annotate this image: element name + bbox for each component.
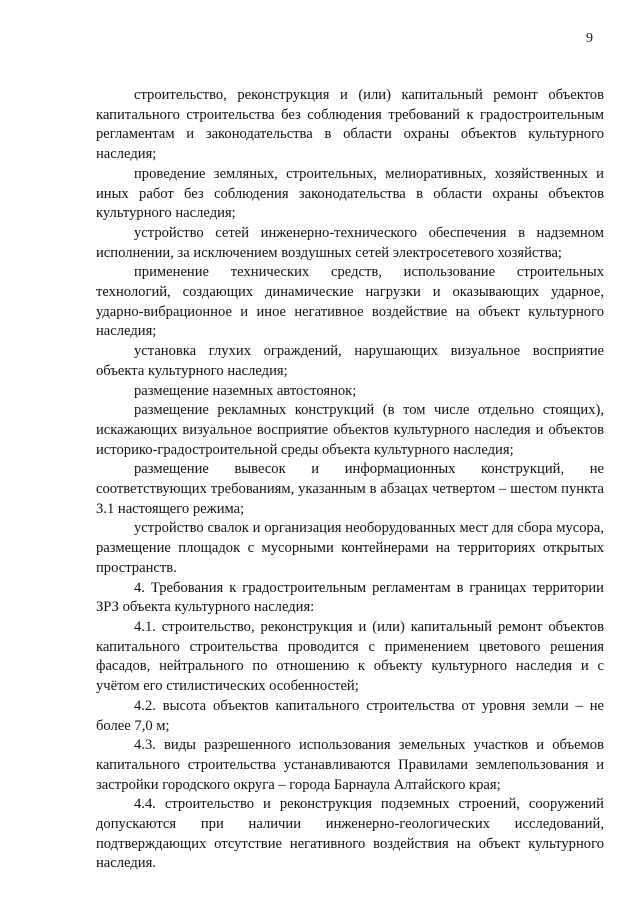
paragraph: 4.2. высота объектов капитального строительства от уровня земли – не более 7,0 м;: [96, 697, 604, 734]
paragraph: 4.1. строительство, реконструкция и (или) капитальный ремонт объектов капитального строительства проводится с применением цветового решения фасадов, нейтрального по отношению к объекту культурного наследия и с учётом его стилистических особенностей;: [96, 618, 604, 695]
paragraph: устройство сетей инженерно-технического обеспечения в надземном исполнении, за исключением воздушных сетей электросетевого хозяйства;: [96, 224, 604, 261]
section-heading: 4. Требования к градостроительным регламентам в границах территории ЗРЗ объекта культурного наследия:: [96, 579, 604, 616]
paragraph: проведение земляных, строительных, мелиоративных, хозяйственных и иных работ без соблюдения законодательства в области охраны объектов культурного наследия;: [96, 165, 604, 222]
paragraph: размещение наземных автостоянок;: [134, 382, 357, 399]
paragraph: строительство, реконструкция и (или) капитальный ремонт объектов капитального строительства без соблюдения требований к градостроительным регламентам и законодательства в области охраны объектов культурного наследия;: [96, 87, 604, 163]
document-body: [96, 86, 604, 874]
paragraph: устройство свалок и организация необорудованных мест для сбора мусора, размещение площадок с мусорными контейнерами на территориях открытых пространств.: [96, 520, 604, 576]
paragraph: установка глухих ограждений, нарушающих визуальное восприятие объекта культурного наследия;: [96, 343, 604, 379]
paragraph: применение технических средств, использование строительных технологий, создающих динамические нагрузки и оказывающих ударное, ударно-вибрационное и иное негативное воздействие на объект культурного наследия;: [96, 264, 604, 340]
page-number: 9: [586, 31, 593, 46]
paragraph: 4.3. виды разрешенного использования земельных участков и объемов капитального строительства устанавливаются Правилами землепользования и застройки городского округа – города Барнаула Алтайского края;: [96, 737, 604, 793]
paragraph: размещение рекламных конструкций (в том числе отдельно стоящих), искажающих визуальное восприятие объектов культурного наследия и объектов историко-градостроительной среды объекта культурного наследия;: [96, 402, 604, 458]
paragraph: размещение вывесок и информационных конструкций, не соответствующих требованиям, указанным в абзацах четвертом – шестом пункта 3.1 настоящего режима;: [96, 461, 604, 517]
paragraph: 4.4. строительство и реконструкция подземных строений, сооружений допускаются при наличии инженерно-геологических исследований, подтверждающих отсутствие негативного воздействия на объект культурного наследия.: [96, 796, 604, 872]
